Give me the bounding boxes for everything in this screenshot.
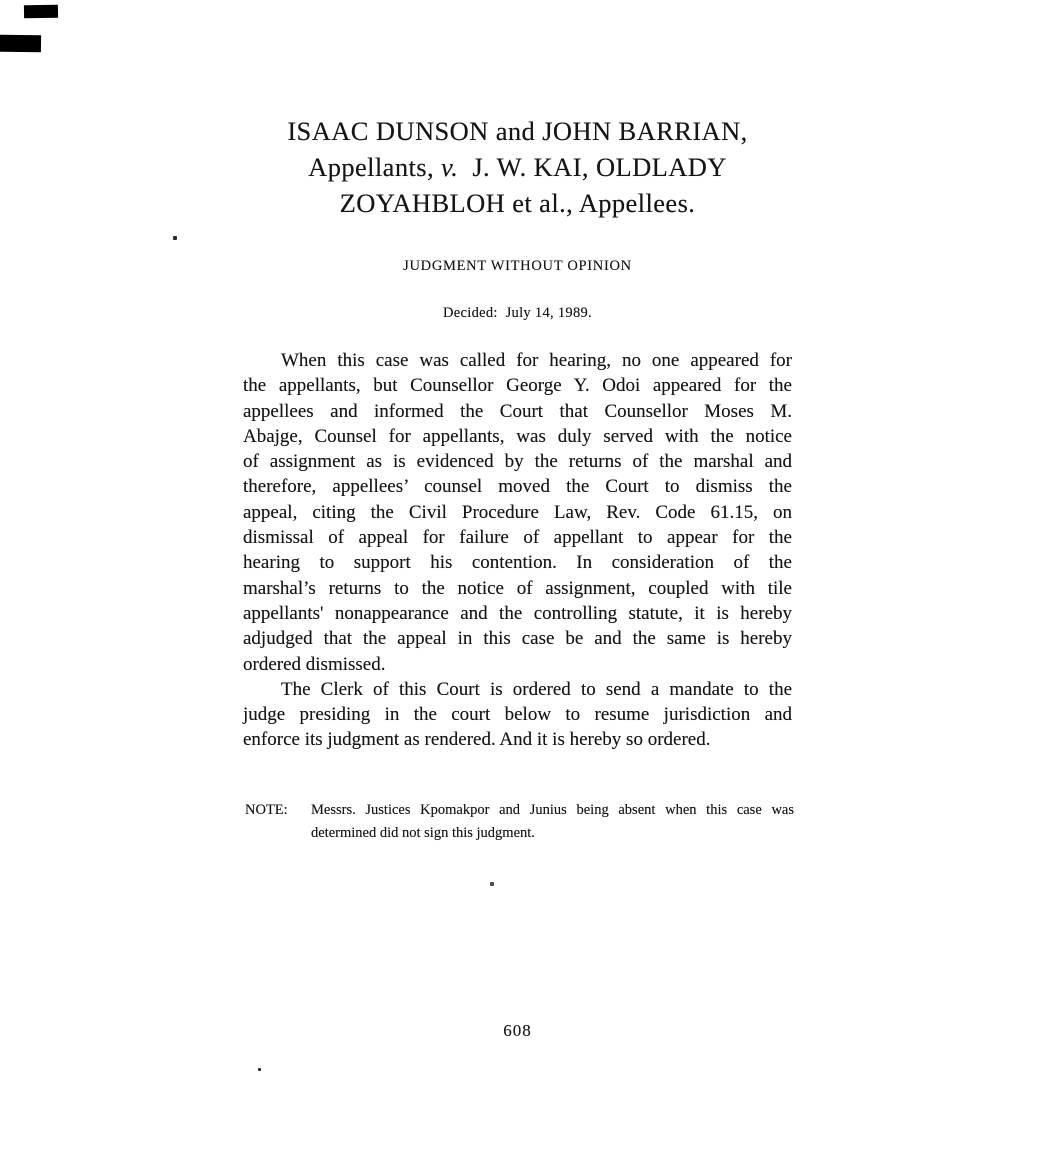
caption-appellees-names: J. W. KAI, OLDLADY — [458, 152, 727, 182]
judgment-type-heading: JUDGMENT WITHOUT OPINION — [403, 258, 632, 274]
opinion-line-15: judge presiding in the court below to resume jurisdiction and — [243, 704, 792, 726]
case-caption-line-1: ISAAC DUNSON and JOHN BARRIAN, — [287, 116, 748, 146]
opinion-line-7: appeal, citing the Civil Procedure Law, Rev. Code 61.15, on — [243, 501, 792, 523]
opinion-line-13: ordered dismissed. — [243, 653, 386, 675]
scan-speck-3 — [258, 1068, 261, 1071]
opinion-line-14: The Clerk of this Court is ordered to send a mandate to the — [281, 678, 792, 700]
note-label: NOTE: — [245, 802, 288, 818]
note-line-2: determined did not sign this judgment. — [311, 825, 535, 841]
caption-appellants-text: Appellants, — [308, 152, 442, 182]
case-caption — [243, 113, 792, 221]
opinion-line-3: appellees and informed the Court that Counsellor Moses M. — [243, 400, 792, 422]
scan-artifact-bar-2 — [0, 35, 41, 53]
opinion-line-5: of assignment as is evidenced by the returns of the marshal and — [243, 451, 792, 473]
opinion-line-16: enforce its judgment as rendered. And it is hereby so ordered. — [243, 729, 711, 751]
scan-artifact-bar-1 — [24, 5, 58, 19]
opinion-line-6: therefore, appellees’ counsel moved the Court to dismiss the — [243, 476, 792, 498]
opinion-line-12: adjudged that the appeal in this case be and the same is hereby — [243, 628, 792, 650]
opinion-line-9: hearing to support his contention. In consideration of the — [243, 552, 792, 574]
page-number: 608 — [503, 1021, 532, 1040]
note-block — [245, 799, 794, 845]
scan-speck-2 — [490, 882, 494, 886]
opinion-line-1: When this case was called for hearing, no one appeared for — [281, 350, 792, 371]
note-line-1: Messrs. Justices Kpomakpor and Junius being absent when this case was — [311, 802, 794, 818]
opinion-line-8: dismissal of appeal for failure of appellant to appear for the — [243, 527, 792, 549]
decided-date-line: Decided: July 14, 1989. — [443, 305, 592, 321]
opinion-line-10: marshal’s returns to the notice of assignment, coupled with tile — [243, 577, 792, 599]
note-text — [311, 799, 794, 845]
opinion-line-11: appellants' nonappearance and the controlling statute, it is hereby — [243, 602, 792, 624]
versus-abbreviation: v. — [441, 152, 459, 182]
opinion-line-4: Abajge, Counsel for appellants, was duly served with the notice — [243, 425, 792, 447]
opinion-line-2: the appellants, but Counsellor George Y. Odoi appeared for the — [243, 375, 792, 397]
opinion-body — [243, 348, 792, 753]
case-caption-line-2 — [243, 149, 792, 185]
case-caption-line-3: ZOYAHBLOH et al., Appellees. — [339, 188, 696, 218]
scan-speck-1 — [173, 236, 177, 240]
